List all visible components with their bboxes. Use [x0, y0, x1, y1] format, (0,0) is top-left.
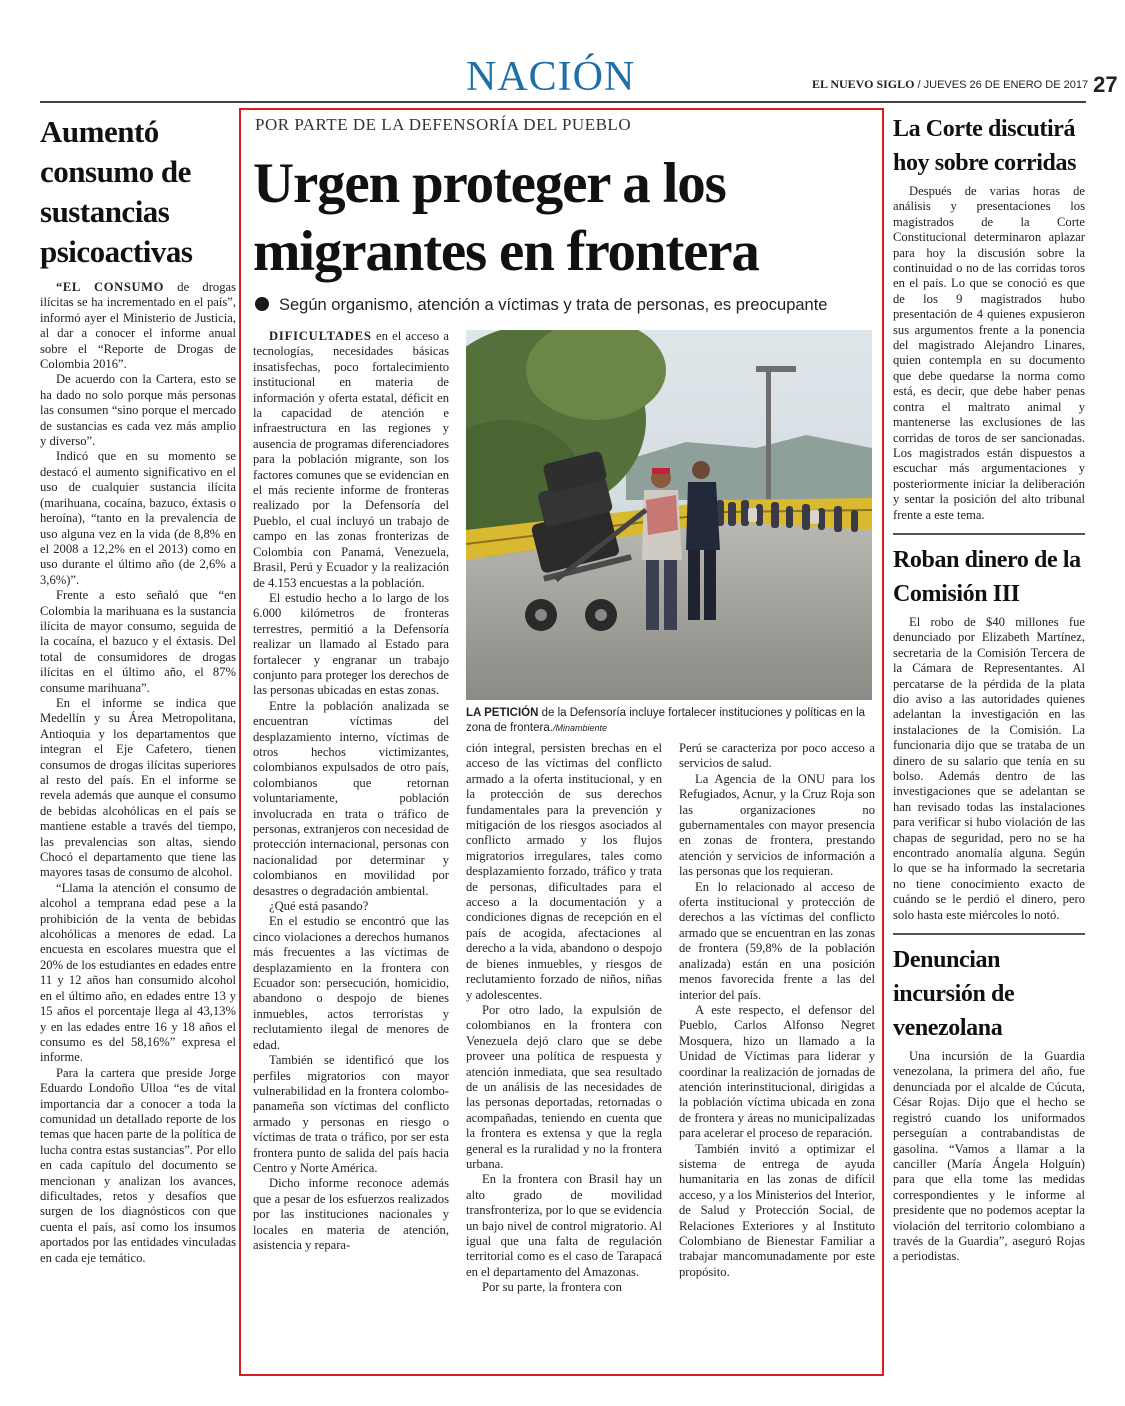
issue-date: / JUEVES 26 DE ENERO DE 2017	[917, 79, 1089, 91]
masthead	[812, 72, 1118, 98]
photo-credit: /Minambiente	[552, 723, 607, 733]
brief-paragraph: Una incursión de la Guardia venezolana, la primera del año, fue denunciada por el alcalde de Cúcuta, César Rojas. Dijo que el hecho se registró cuando los uniformados perseguían a contrabandistas de gasolina. “Vamos a llamar a la canciller (María Ángela Holguín) para que ella tome las medidas correspondientes y le informe al presidente que no podemos aceptar la violación del territorio colombiano a través de la Guardia”, aseguró Rojas a periodistas.	[893, 1049, 1085, 1264]
left-story-paragraph: Indicó que en su momento se destacó el aumento significativo en el uso de cualquier sustancia ilícita (marihuana, cocaína, bazuco, éxtasis o heroína), “tanto en la prevalencia de uso alguna vez en la vida (de 8,8% en el 2008 a 12,2% en el 2013) como en uso durante el último año (de 2,6% a 3,6%)”.	[40, 449, 236, 587]
caption-text: de la Defensoría incluye fortalecer instituciones y políticas en la zona de frontera.	[466, 707, 866, 734]
main-story-paragraph: También se identificó que los perfiles migratorios con mayor vulnerabilidad en la frontera colombo-panameña son víctimas del conflicto armado y personas en riesgo o víctimas de trata o tráfico, por ser esta frontera punto de salida del país hacia Centro y Norte América.	[253, 1053, 449, 1175]
left-story-lead: “EL CONSUMO	[56, 280, 165, 294]
left-story-paragraph: De acuerdo con la Cartera, esto se ha dado no solo porque más personas las consumen “sino porque el mercado de sustancias es cada vez más amplio y diverso”.	[40, 372, 236, 449]
brief-body	[893, 184, 1085, 523]
main-story-paragraph: en el acceso a tecnologías, necesidades básicas insatisfechas, poco fortalecimiento institucional en materia de información y oferta estatal, déficit en la capacidad de atención e infraestructura en las regiones y ausencia de programas diferenciadores para la población migrante, son los factores comunes que se evidencian en el más reciente informe de fronteras realizado por la Defensoría del Pueblo, el cual incluyó un trabajo de campo en las zonas fronterizas de Colombia con Panamá, Venezuela, Brasil, Perú y Ecuador y la realización de 4.153 encuestas a la población.	[253, 329, 449, 590]
photo-illustration	[466, 330, 872, 700]
brief-body	[893, 615, 1085, 923]
brief-paragraph: Después de varias horas de análisis y presentaciones los magistrados de la Corte Constitucional determinaron aplazar para hoy la discusión sobre la continuidad o no de las corridas toros en el país. Lo que se conoció es que de los 9 magistrados hubo presentación de 4 quienes expusieron sus argumentos frente a la ponencia del magistrado Alejandro Linares, quien contempla en su documento que debe quedarse la norma como está, es decir, que debe haber penas contra el maltrato animal y mantenerse las exclusiones de las corridas de toros de ser sancionadas. Los magistrados están dispuestos a escuchar más argumentaciones y posteriormente iniciar la deliberación y sentar la posición del alto tribunal frente a este tema.	[893, 184, 1085, 522]
left-story-paragraph: “Llama la atención el consumo de alcohol a temprana edad pese a la prohibición de la venta de bebidas alcohólicas a menores de edad. La encuesta en escolares muestra que el 20% de los estudiantes en edades entre 11 y 12 años han consumido alcohol en el último año, en edades entre 13 y 15 años el porcentaje llega al 43,13% y en las edades entre 16 y 18 años el consumo es del 58,16%” expresa el informe.	[40, 880, 236, 1065]
left-story-paragraph: Frente a esto señaló que “en Colombia la marihuana es la sustancia ilícita de mayor consumo, seguida de la cocaína, el bazuco y el éxtasis. Del total de consumidores de drogas ilícitas en el último año, el 87% consume marihuana”.	[40, 588, 236, 695]
main-story-paragraph: El estudio hecho a lo largo de los 6.000 kilómetros de fronteras terrestres, permitió a la Defensoría realizar un llamado al Estado para fortalecer y engranar un trabajo conjunto para proteger los derechos de las personas ubicadas en estas zonas.	[253, 590, 449, 698]
brief-headline: La Corte discutirá hoy sobre corridas	[893, 116, 1077, 176]
bullet-icon	[255, 297, 269, 311]
photo-caption	[466, 706, 876, 736]
left-story-paragraph: de drogas ilícitas se ha incrementado en el país”, informó ayer el Ministerio de Justicia, al dar a conocer el informe anual sobre el “Reporte de Drogas de Colombia 2016”.	[40, 280, 236, 372]
brief-divider	[893, 533, 1085, 535]
header-rule	[40, 101, 1086, 103]
main-story-subhead	[255, 296, 875, 315]
right-briefs	[893, 112, 1085, 1372]
brief-headline: Denuncian incursión de venezolana	[893, 947, 1015, 1042]
left-story-paragraph: En el informe se indica que Medellín y su Área Metropolitana, Antioquia y los departamentos que integran el Eje Cafetero, tienen consumos de drogas ilícitas superiores al resto del país. En el informe se revela además que aunque el consumo de bebidas alcohólicas en el país se mantiene estable a través del tiempo, las prevalencias son altas, siendo Chocó el departamento que tiene las mayores tasas de consumo de alcohol.	[40, 695, 236, 880]
left-story-headline: Aumentó consumo de sustancias psicoactivas	[40, 114, 193, 269]
publication-name: EL NUEVO SIGLO	[812, 77, 915, 91]
section-title: NACIÓN	[466, 54, 636, 100]
main-story-column-2	[466, 741, 662, 1361]
main-story-paragraph: Dicho informe reconoce además que a pesar de los esfuerzos realizados por las instituciones nacionales y locales en materia de atención, asistencia y repara-	[253, 1176, 449, 1252]
caption-label: LA PETICIÓN	[466, 707, 539, 719]
main-story-column-3	[679, 741, 875, 1361]
main-story-paragraph: Entre la población analizada se encuentran víctimas del desplazamiento interno, víctimas de otros hechos victimizantes, colombianos expulsados de otro país, colombianos que retornan voluntariamente, población involucrada en trata o tráfico de personas, extranjeros con necesidad de protección internacional, personas con nacionalidad por determinar y colombianos en movilidad por desastres o degradación ambiental.	[253, 698, 449, 898]
brief-divider	[893, 933, 1085, 935]
news-photo	[466, 330, 872, 700]
left-story-paragraph: Para la cartera que preside Jorge Eduardo Londoño Ulloa “es de vital importancia dar a conocer a toda la comunidad un detallado reporte de los temas que hacen parte de la política de lucha contra estas sustancias”. Por ello en cada capítulo del documento se mencionan y analizan los avances, dificultades, retos y desafíos que surgen de los diagnósticos con que cuenta el país, así como los insumos aportados por las entidades vinculadas en cada eje temático.	[40, 1065, 236, 1265]
main-story-paragraph: En lo relacionado al acceso de oferta institucional y protección de derechos a las víctimas del conflicto armado que se encuentran en las zonas de frontera (59,8% de la población analizada) están en una posición menos favorecida frente a las del interior del país.	[679, 879, 875, 1002]
main-story-lead: DIFICULTADES	[269, 329, 372, 343]
main-story-column-1	[253, 329, 449, 1369]
main-story-paragraph: En el estudio se encontró que las cinco violaciones a derechos humanos más frecuentes a las víctimas de desplazamiento en la frontera con Ecuador son: persecución, homicidio, abandono o despojo de bienes inmuebles, actos terroristas y reclutamiento ilegal de menores de edad.	[253, 914, 449, 1052]
main-story-headline: Urgen proteger a los migrantes en frontera	[253, 152, 759, 283]
main-story-kicker: POR PARTE DE LA DEFENSORÍA DEL PUEBLO	[255, 115, 632, 134]
brief-headline: Roban dinero de la Comisión III	[893, 546, 1081, 607]
page-number: 27	[1093, 72, 1118, 98]
left-story	[40, 112, 236, 1362]
subhead-text: Según organismo, atención a víctimas y trata de personas, es preocupante	[279, 296, 828, 314]
main-story-paragraph: A este respecto, el defensor del Pueblo, Carlos Alfonso Negret Mosquera, hizo un llamado a la Unidad de Víctimas para liderar y coordinar la realización de jornadas de atención interinstitucional, dirigidas a la población víctima ubicada en zona de frontera y áreas no municipalizadas para acelerar el proceso de reparación.	[679, 1002, 875, 1141]
brief-paragraph: El robo de $40 millones fue denunciado por Elizabeth Martínez, secretaria de la Comisión Tercera de la Cámara de Representantes. Al percatarse de la pérdida de la plata dio aviso a las autoridades quienes adelantan la investigación en las instalaciones de la Comisión. La funcionaria dijo que se trataba de un dinero de su salario que tenía en su bolso. Además dentro de las investigaciones que se adelantan se han revisado todas las instalaciones para verificar si hubo violación de las chapas de seguridad, pero no se ha encontrado anomalía alguna. Según lo que se ha informado la secretaria no tiene conocimiento exacto de cuándo se le perdió el dinero, pero solo hasta este miércoles lo notó.	[893, 614, 1085, 922]
main-story-paragraph: En la frontera con Brasil hay un alto grado de movilidad transfronteriza, por lo que se evidencia un bajo nivel de control migratorio. Al igual que una falta de regulación territorial como es el caso de Tarapacá en el departamento del Amazonas.	[466, 1172, 662, 1279]
main-story-paragraph: ción integral, persisten brechas en el acceso de las víctimas del conflicto armado a la oferta institucional, y en la protección de sus derechos fundamentales para la prevención y mitigación de los riesgos asociados al conflicto armado y los flujos migratorios irregulares, tales como desplazamiento forzado, tráfico y trata de personas, dificultades para el acceso a la documentación y a condiciones dignas de recepción en el país de acogida, afectaciones al derecho a la vida, abandono o despojo de bienes inmuebles, y riesgos de reclutamiento forzado de niños, niñas y adolescentes.	[466, 741, 662, 1002]
main-story-paragraph: Por su parte, la frontera con	[482, 1280, 622, 1295]
main-story-paragraph: También invitó a optimizar el sistema de entrega de ayuda humanitaria en las zonas de difícil acceso, y a los Ministerios del Interior, de Salud y Protección Social, de Relaciones Exteriores y al Instituto Colombiano de Bienestar Familiar a trabajar mancomunadamente por este propósito.	[679, 1141, 875, 1279]
left-story-body	[40, 280, 236, 1266]
brief-body	[893, 1049, 1085, 1265]
main-story-paragraph: Por otro lado, la expulsión de colombianos en la frontera con Venezuela dejó claro que se debe proveer una política de respuesta y atención inmediata, que sea resultado de un análisis de las necesidades de las personas deportadas, retornadas o acompañadas, teniendo en cuenta que la frontera es extensa y que la regla general es la ruralidad y no la frontera urbana.	[466, 1002, 662, 1171]
main-story-paragraph: La Agencia de la ONU para los Refugiados, Acnur, y la Cruz Roja son las organizaciones no gubernamentales con mayor presencia en zonas de frontera, prestando atención y servicios de información a las personas que los requieran.	[679, 771, 875, 879]
main-story-paragraph: Perú se caracteriza por poco acceso a servicios de salud.	[679, 741, 875, 771]
main-story-subsection-title: ¿Qué está pasando?	[269, 899, 369, 914]
